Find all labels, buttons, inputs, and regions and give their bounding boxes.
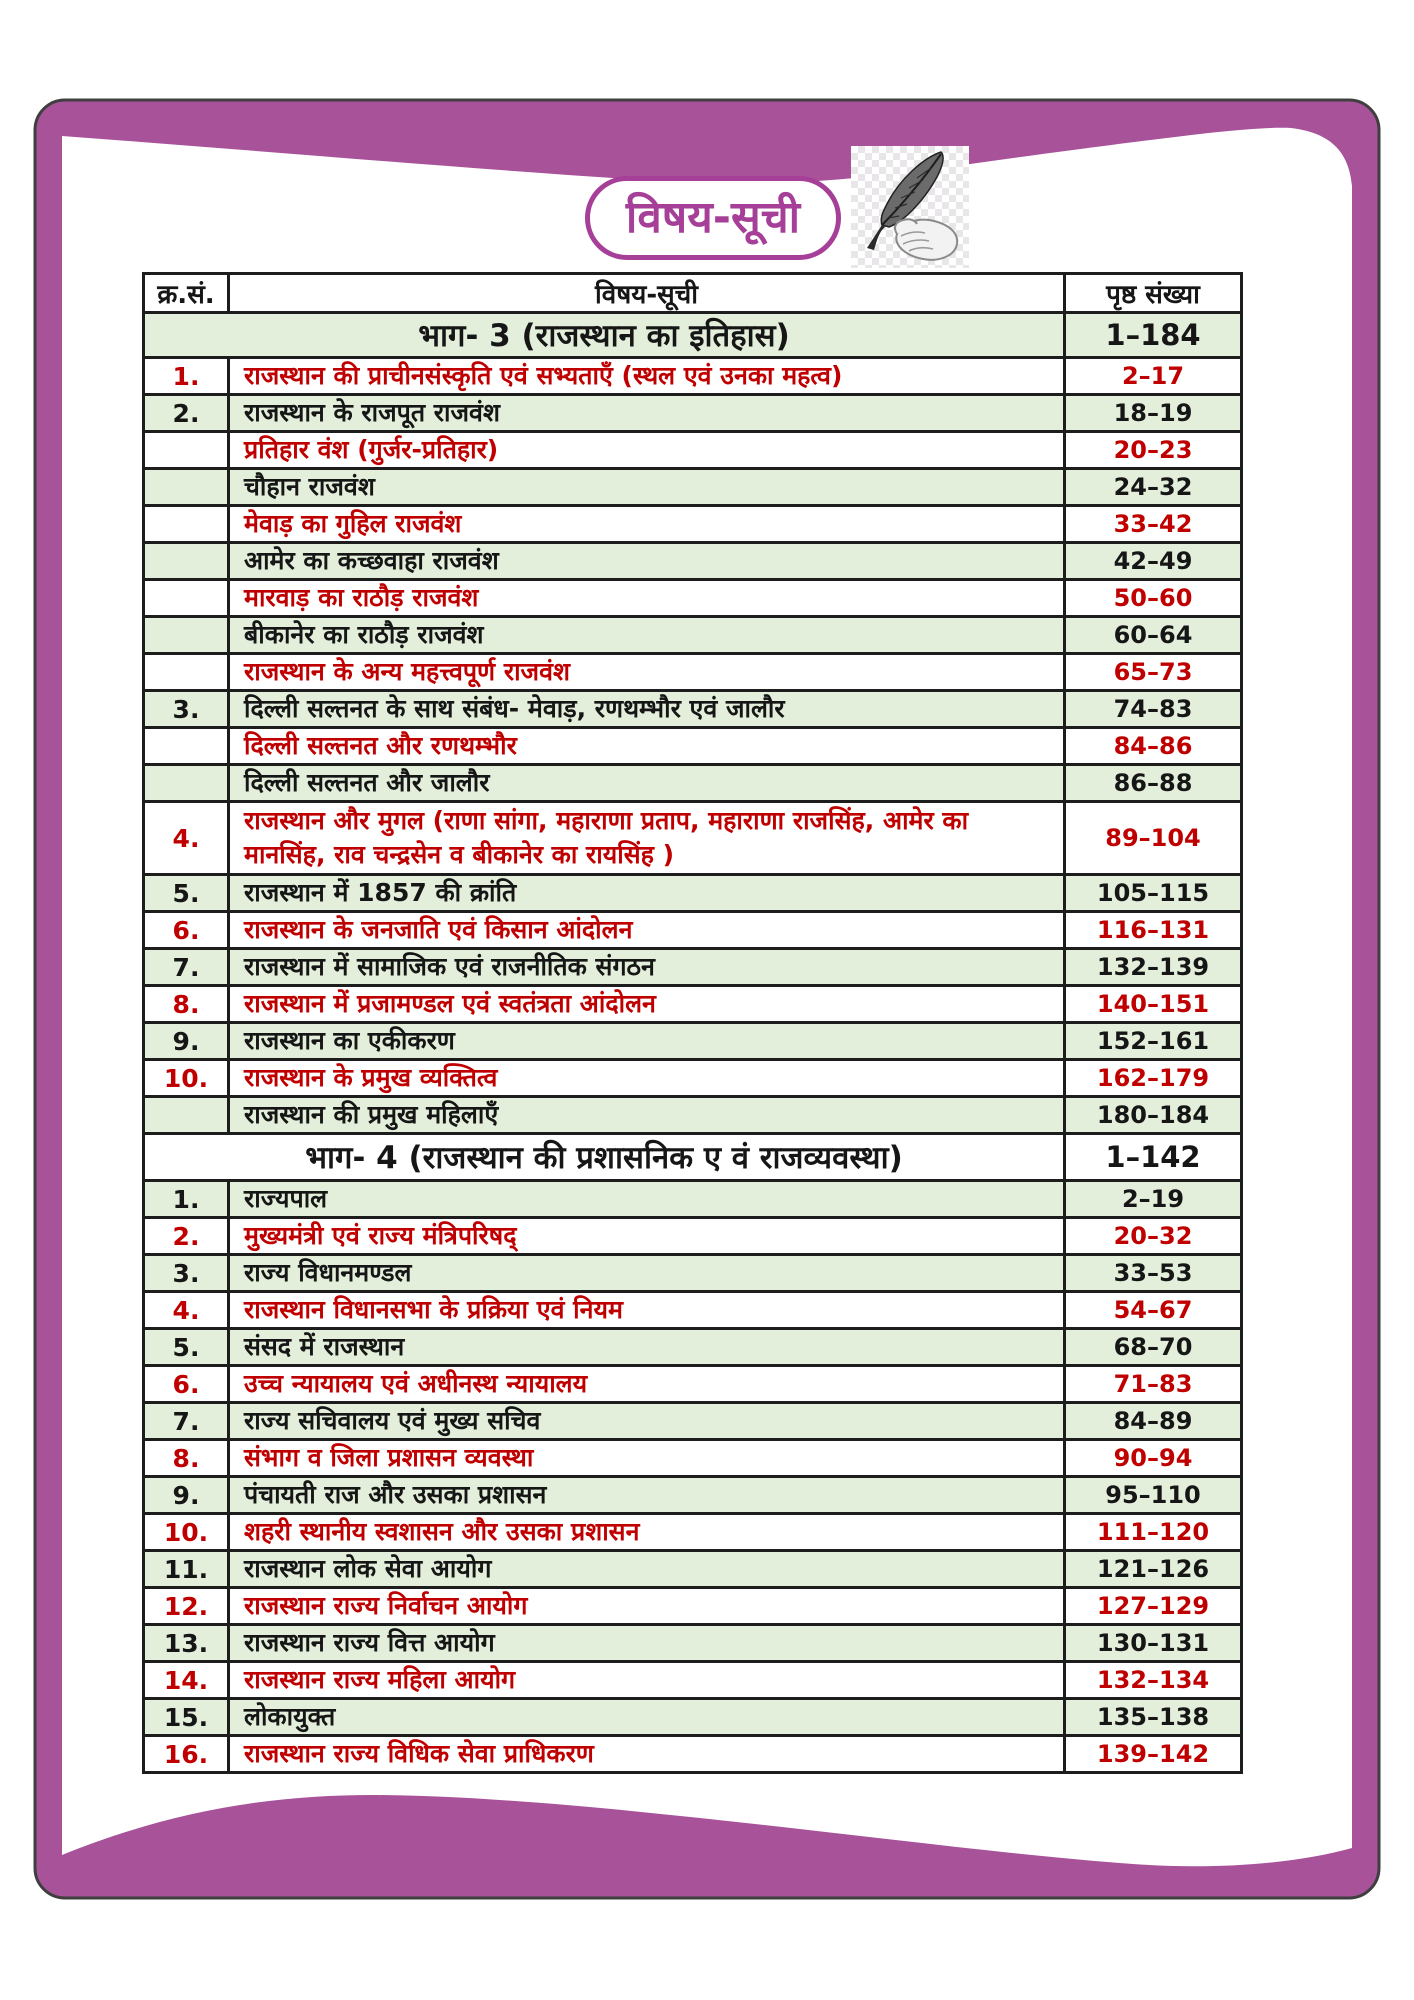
- row-page-range: 95–110: [1065, 1477, 1242, 1514]
- row-topic: प्रतिहार वंश (गुर्जर-प्रतिहार): [229, 432, 1065, 469]
- row-serial: 1.: [144, 1181, 229, 1218]
- row-topic: राजस्थान के अन्य महत्त्वपूर्ण राजवंश: [229, 654, 1065, 691]
- row-serial: [144, 728, 229, 765]
- row-serial: 15.: [144, 1699, 229, 1736]
- toc-row: [144, 949, 1242, 986]
- row-topic: राज्य विधानमण्डल: [229, 1255, 1065, 1292]
- toc-row: [144, 1662, 1242, 1699]
- toc-row: [144, 1625, 1242, 1662]
- row-page-range: 20–23: [1065, 432, 1242, 469]
- row-serial: 14.: [144, 1662, 229, 1699]
- row-serial: 5.: [144, 1329, 229, 1366]
- row-serial: 5.: [144, 875, 229, 912]
- section-heading: भाग- 3 (राजस्थान का इतिहास): [144, 313, 1065, 358]
- row-topic: राजस्थान के राजपूत राजवंश: [229, 395, 1065, 432]
- row-topic: राजस्थान राज्य विधिक सेवा प्राधिकरण: [229, 1736, 1065, 1773]
- row-topic: संसद में राजस्थान: [229, 1329, 1065, 1366]
- toc-row: [144, 580, 1242, 617]
- row-page-range: 139–142: [1065, 1736, 1242, 1773]
- row-topic: राज्यपाल: [229, 1181, 1065, 1218]
- row-page-range: 111–120: [1065, 1514, 1242, 1551]
- row-topic: दिल्ली सल्तनत और जालौर: [229, 765, 1065, 802]
- row-serial: 10.: [144, 1060, 229, 1097]
- toc-row: [144, 691, 1242, 728]
- row-topic: राजस्थान में प्रजामण्डल एवं स्वतंत्रता आंदोलन: [229, 986, 1065, 1023]
- row-topic: राजस्थान विधानसभा के प्रक्रिया एवं नियम: [229, 1292, 1065, 1329]
- row-serial: 8.: [144, 1440, 229, 1477]
- row-page-range: 33–42: [1065, 506, 1242, 543]
- row-topic: राजस्थान में 1857 की क्रांति: [229, 875, 1065, 912]
- row-serial: 12.: [144, 1588, 229, 1625]
- header-serial: क्र.सं.: [144, 274, 229, 313]
- row-page-range: 65–73: [1065, 654, 1242, 691]
- toc-row: [144, 469, 1242, 506]
- toc-row: [144, 654, 1242, 691]
- toc-row: [144, 875, 1242, 912]
- toc-row: [144, 1477, 1242, 1514]
- row-topic: मारवाड़ का राठौड़ राजवंश: [229, 580, 1065, 617]
- row-topic: राजस्थान की प्राचीनसंस्कृति एवं सभ्यताएँ (स्थल एवं उनका महत्व): [229, 358, 1065, 395]
- row-page-range: 33–53: [1065, 1255, 1242, 1292]
- row-page-range: 18–19: [1065, 395, 1242, 432]
- row-page-range: 54–67: [1065, 1292, 1242, 1329]
- header-pages: पृष्ठ संख्या: [1065, 274, 1242, 313]
- toc-row: [144, 1255, 1242, 1292]
- row-serial: [144, 543, 229, 580]
- row-page-range: 130–131: [1065, 1625, 1242, 1662]
- header-subject: विषय-सूची: [229, 274, 1065, 313]
- row-topic: राजस्थान राज्य महिला आयोग: [229, 1662, 1065, 1699]
- row-page-range: 50–60: [1065, 580, 1242, 617]
- row-topic: आमेर का कच्छवाहा राजवंश: [229, 543, 1065, 580]
- row-serial: [144, 580, 229, 617]
- row-serial: 1.: [144, 358, 229, 395]
- row-page-range: 42–49: [1065, 543, 1242, 580]
- row-page-range: 68–70: [1065, 1329, 1242, 1366]
- row-page-range: 135–138: [1065, 1699, 1242, 1736]
- row-topic: राजस्थान राज्य निर्वाचन आयोग: [229, 1588, 1065, 1625]
- toc-row: [144, 1060, 1242, 1097]
- row-topic: संभाग व जिला प्रशासन व्यवस्था: [229, 1440, 1065, 1477]
- row-topic: मुख्यमंत्री एवं राज्य मंत्रिपरिषद्: [229, 1218, 1065, 1255]
- toc-row: [144, 1403, 1242, 1440]
- quill-image: [851, 146, 969, 268]
- toc-row: [144, 1181, 1242, 1218]
- row-page-range: 86–88: [1065, 765, 1242, 802]
- row-topic: राजस्थान और मुगल (राणा सांगा, महाराणा प्रताप, महाराणा राजसिंह, आमेर का मानसिंह, राव चन्द्रसेन व बीकानेर का रायसिंह ): [229, 802, 1065, 875]
- row-topic: राजस्थान में सामाजिक एवं राजनीतिक संगठन: [229, 949, 1065, 986]
- row-serial: 16.: [144, 1736, 229, 1773]
- row-serial: [144, 469, 229, 506]
- toc-row: [144, 728, 1242, 765]
- row-topic: उच्च न्यायालय एवं अधीनस्थ न्यायालय: [229, 1366, 1065, 1403]
- row-page-range: 162–179: [1065, 1060, 1242, 1097]
- row-serial: 2.: [144, 1218, 229, 1255]
- row-serial: 8.: [144, 986, 229, 1023]
- toc-row: [144, 1699, 1242, 1736]
- quill-pen-icon: [851, 146, 969, 268]
- row-page-range: 2–19: [1065, 1181, 1242, 1218]
- row-serial: [144, 617, 229, 654]
- row-serial: [144, 506, 229, 543]
- row-serial: 3.: [144, 691, 229, 728]
- section-page-range: 1–142: [1065, 1134, 1242, 1181]
- row-topic: मेवाड़ का गुहिल राजवंश: [229, 506, 1065, 543]
- toc-row: [144, 1588, 1242, 1625]
- row-serial: [144, 654, 229, 691]
- row-page-range: 89–104: [1065, 802, 1242, 875]
- row-page-range: 74–83: [1065, 691, 1242, 728]
- row-page-range: 116–131: [1065, 912, 1242, 949]
- row-page-range: 127–129: [1065, 1588, 1242, 1625]
- row-page-range: 84–86: [1065, 728, 1242, 765]
- row-topic: राजस्थान लोक सेवा आयोग: [229, 1551, 1065, 1588]
- row-topic: पंचायती राज और उसका प्रशासन: [229, 1477, 1065, 1514]
- table-header-row: [144, 274, 1242, 313]
- toc-row: [144, 1551, 1242, 1588]
- row-serial: 7.: [144, 949, 229, 986]
- row-page-range: 90–94: [1065, 1440, 1242, 1477]
- row-page-range: 132–139: [1065, 949, 1242, 986]
- row-serial: 2.: [144, 395, 229, 432]
- row-topic: बीकानेर का राठौड़ राजवंश: [229, 617, 1065, 654]
- row-page-range: 132–134: [1065, 1662, 1242, 1699]
- toc-row: [144, 1097, 1242, 1134]
- toc-row: [144, 506, 1242, 543]
- row-serial: 11.: [144, 1551, 229, 1588]
- row-serial: [144, 432, 229, 469]
- section-heading: भाग- 4 (राजस्थान की प्रशासनिक ए वं राजव्यवस्था): [144, 1134, 1065, 1181]
- row-page-range: 2–17: [1065, 358, 1242, 395]
- row-serial: 3.: [144, 1255, 229, 1292]
- row-page-range: 84–89: [1065, 1403, 1242, 1440]
- row-topic: लोकायुक्त: [229, 1699, 1065, 1736]
- row-serial: 10.: [144, 1514, 229, 1551]
- row-serial: 13.: [144, 1625, 229, 1662]
- row-topic: राजस्थान का एकीकरण: [229, 1023, 1065, 1060]
- page-title: विषय-सूची: [625, 192, 801, 243]
- toc-row: [144, 543, 1242, 580]
- row-serial: 9.: [144, 1477, 229, 1514]
- section-heading-row: [144, 1134, 1242, 1181]
- row-serial: 7.: [144, 1403, 229, 1440]
- row-serial: 6.: [144, 912, 229, 949]
- row-serial: 4.: [144, 1292, 229, 1329]
- section-page-range: 1–184: [1065, 313, 1242, 358]
- row-page-range: 121–126: [1065, 1551, 1242, 1588]
- toc-row: [144, 765, 1242, 802]
- row-serial: [144, 765, 229, 802]
- toc-row: [144, 1514, 1242, 1551]
- row-serial: 9.: [144, 1023, 229, 1060]
- toc-row: [144, 1736, 1242, 1773]
- row-page-range: 20–32: [1065, 1218, 1242, 1255]
- row-serial: [144, 1097, 229, 1134]
- toc-row: [144, 1023, 1242, 1060]
- row-page-range: 140–151: [1065, 986, 1242, 1023]
- row-serial: 6.: [144, 1366, 229, 1403]
- section-heading-row: [144, 313, 1242, 358]
- row-topic: राजस्थान की प्रमुख महिलाएँ: [229, 1097, 1065, 1134]
- row-serial: 4.: [144, 802, 229, 875]
- row-page-range: 105–115: [1065, 875, 1242, 912]
- toc-table-body: [144, 313, 1242, 1773]
- row-topic: दिल्ली सल्तनत और रणथम्भौर: [229, 728, 1065, 765]
- toc-row: [144, 986, 1242, 1023]
- row-topic: राजस्थान राज्य वित्त आयोग: [229, 1625, 1065, 1662]
- toc-row: [144, 1440, 1242, 1477]
- toc-row: [144, 1218, 1242, 1255]
- toc-row: [144, 432, 1242, 469]
- row-page-range: 60–64: [1065, 617, 1242, 654]
- row-page-range: 71–83: [1065, 1366, 1242, 1403]
- toc-row: [144, 1329, 1242, 1366]
- toc-row: [144, 358, 1242, 395]
- row-topic: राज्य सचिवालय एवं मुख्य सचिव: [229, 1403, 1065, 1440]
- row-page-range: 152–161: [1065, 1023, 1242, 1060]
- toc-table: [142, 272, 1243, 1774]
- toc-row: [144, 802, 1242, 875]
- row-topic: शहरी स्थानीय स्वशासन और उसका प्रशासन: [229, 1514, 1065, 1551]
- page-title-pill: [585, 176, 841, 260]
- row-topic: चौहान राजवंश: [229, 469, 1065, 506]
- toc-row: [144, 1292, 1242, 1329]
- row-page-range: 24–32: [1065, 469, 1242, 506]
- row-topic: दिल्ली सल्तनत के साथ संबंध- मेवाड़, रणथम्भौर एवं जालौर: [229, 691, 1065, 728]
- row-topic: राजस्थान के प्रमुख व्यक्तित्व: [229, 1060, 1065, 1097]
- row-topic: राजस्थान के जनजाति एवं किसान आंदोलन: [229, 912, 1065, 949]
- toc-row: [144, 1366, 1242, 1403]
- toc-row: [144, 912, 1242, 949]
- row-page-range: 180–184: [1065, 1097, 1242, 1134]
- toc-row: [144, 395, 1242, 432]
- toc-row: [144, 617, 1242, 654]
